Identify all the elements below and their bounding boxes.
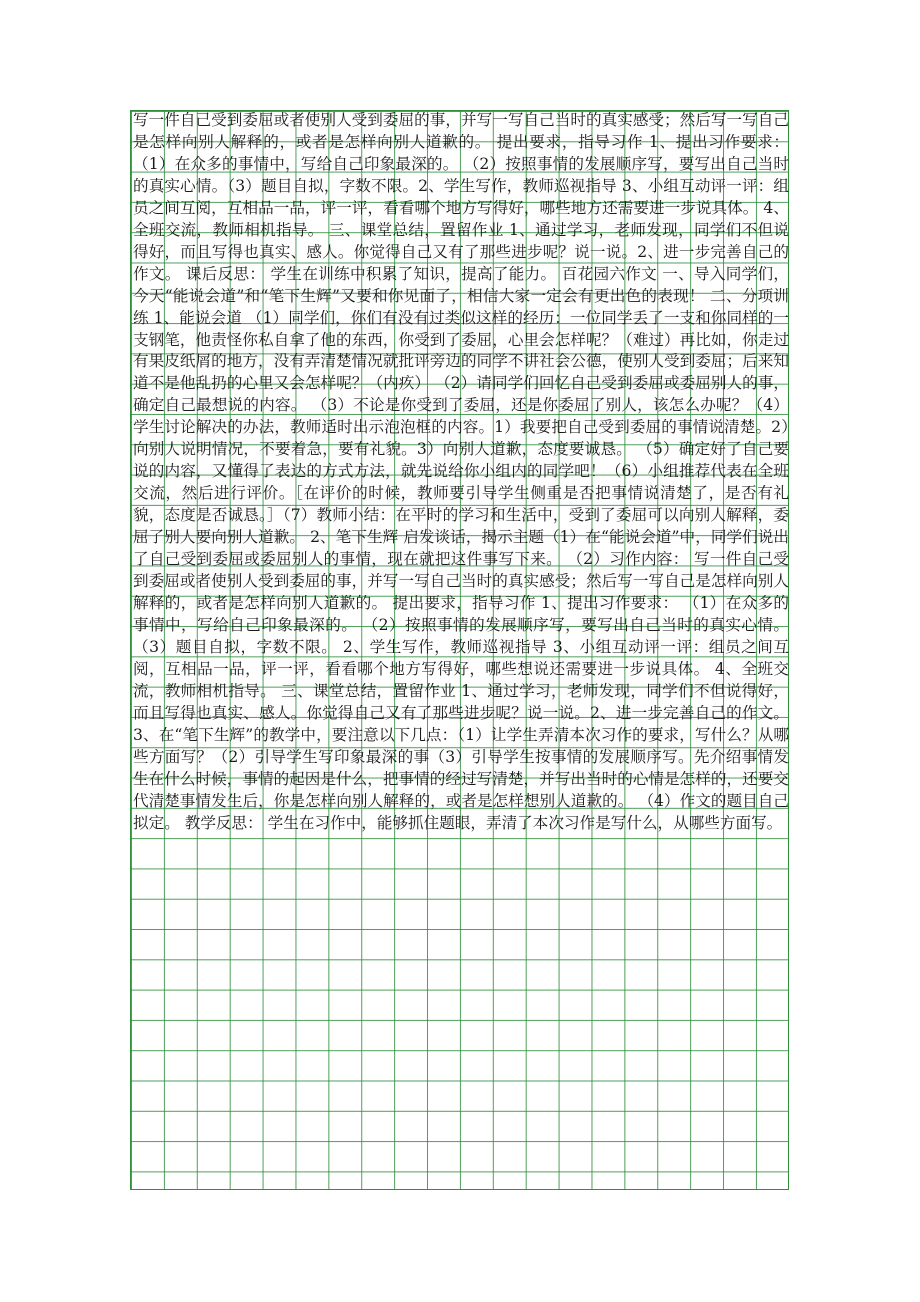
document-body-text: 写一件自己受到委屈或者使别人受到委屈的事，并写一写自己当时的真实感受；然后写一写自己是怎样向别人解释的，或者是怎样向别人道歉的。 提出要求，指导习作 1、提出习作要求： （1）在众多的事情中，写给自己印象最深的。 （2）按照事情的发展顺序写，要写出自己当时的真实心情。（3）题目自拟，字数不限。2、学生写作，教师巡视指导 3、小组互动评一评：组员之间互阅，互相品一品，评一评，看看哪个地方写得好，哪些地方还需要进一步说具体。 4、全班交流，教师相机指导。 三、课堂总结，置留作业 1、通过学习，老师发现，同学们不但说得好，而且写得也真实、感人。你觉得自己又有了那些进步呢？说一说。2、进一步完善自己的作文。 课后反思： 学生在训练中积累了知识，提高了能力。 百花园六作文 一、导入同学们，今天“能说会道”和“笔下生辉”又要和你见面了，相信大家一定会有更出色的表现！ 二、分项训练 1、能说会道 （1）同学们，你们有没有过类似这样的经历：一位同学丢了一支和你同样的一支钢笔，他责怪你私自拿了他的东西，你受到了委屈，心里会怎样呢？（难过）再比如，你走过有果皮纸屑的地方，没有弄清楚情况就批评旁边的同学不讲社会公德，使别人受到委屈；后来知道不是他乱扔的心里又会怎样呢？（内疚） （2）请同学们回忆自己受到委屈或委屈别人的事，确定自己最想说的内容。 （3）不论是你受到了委屈，还是你委屈了别人，该怎么办呢？（4）学生讨论解决的办法，教师适时出示泡泡框的内容。1）我要把自己受到委屈的事情说清楚。2）向别人说明情况，不要着急，要有礼貌。3）向别人道歉，态度要诚恳。 （5）确定好了自己要说的内容，又懂得了表达的方式方法，就先说给你小组内的同学吧！（6）小组推荐代表在全班交流，然后进行评价。［在评价的时候，教师要引导学生侧重是否把事情说清楚了，是否有礼貌，态度是否诚恳。］（7）教师小结：在平时的学习和生活中，受到了委屈可以向别人解释，委屈了别人要向别人道歉。 2、笔下生辉 启发谈话，揭示主题（1）在“能说会道”中，同学们说出了自己受到委屈或委屈别人的事情，现在就把这件事写下来。 （2）习作内容： 写一件自己受到委屈或者使别人受到委屈的事，并写一写自己当时的真实感受；然后写一写自己是怎样向别人解释的，或者是怎样向别人道歉的。 提出要求，指导习作 1、提出习作要求： （1）在众多的事情中，写给自己印象最深的。 （2）按照事情的发展顺序写，要写出自己当时的真实心情。（3）题目自拟，字数不限。 2、学生写作，教师巡视指导 3、小组互动评一评：组员之间互阅，互相品一品，评一评，看看哪个地方写得好，哪些想说还需要进一步说具体。 4、全班交流，教师相机指导。 三、课堂总结，置留作业 1、通过学习，老师发现，同学们不但说得好，而且写得也真实、感人。你觉得自己又有了那些进步呢？说一说。2、进一步完善自己的作文。3、在“笔下生辉”的教学中，要注意以下几点：（1）让学生弄清本次习作的要求，写什么？从哪些方面写？（2）引导学生写印象最深的事（3）引导学生按事情的发展顺序写。先介绍事情发生在什么时候，事情的起因是什么，把事情的经过写清楚，并写出当时的心情是怎样的，还要交代清楚事情发生后，你是怎样向别人解释的，或者是怎样想别人道歉的。 （4）作文的题目自己拟定。 教学反思： 学生在习作中，能够抓住题眼，弄清了本次习作是写什么，从哪些方面写。 [133, 111, 789, 832]
